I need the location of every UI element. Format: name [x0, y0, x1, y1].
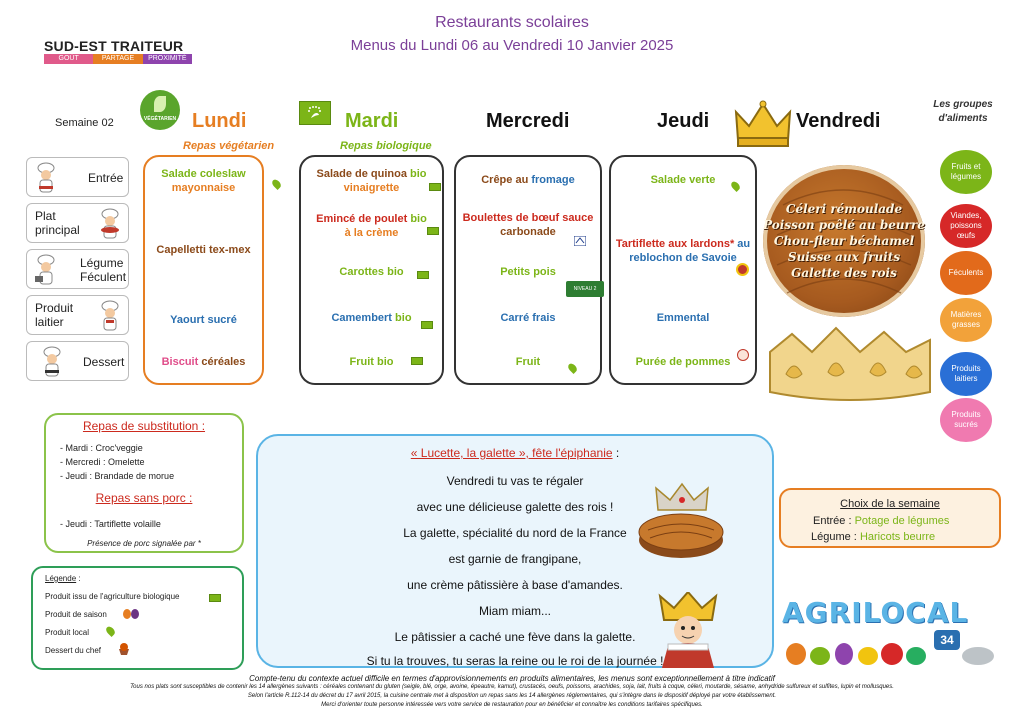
substitution-item-3: - Jeudi : Brandade de morue	[60, 471, 175, 481]
menu-column-lundi	[143, 155, 264, 385]
mardi-dessert-text: Fruit	[349, 356, 374, 368]
mardi-plat-1	[301, 212, 442, 226]
story-line-5: une crème pâtissière à base d'amandes.	[407, 578, 623, 592]
story-line-4: est garnie de frangipane,	[448, 552, 582, 566]
course-legume	[26, 249, 129, 289]
course-legume-label-2: Féculent	[80, 270, 127, 284]
mardi-laitier-text: Camembert	[331, 312, 392, 324]
course-laitier-label-2: laitier	[35, 315, 64, 329]
vendredi-line-2: Poisson poêlé au beurre	[763, 218, 925, 232]
mardi-plat-bio: bio	[410, 213, 427, 225]
jeudi-plat-1b: au	[737, 238, 751, 250]
course-laitier	[26, 295, 129, 335]
course-laitier-label-1: Produit	[35, 301, 74, 315]
mercredi-entree-2: fromage	[531, 174, 575, 186]
legend-saison: Produit de saison	[45, 610, 107, 619]
mardi-subtitle: Repas biologique	[340, 140, 432, 152]
no-pork-title: Repas sans porc :	[95, 491, 193, 505]
mercredi-plat-1: Boulettes de bœuf sauce	[462, 212, 594, 224]
mercredi-legume: Petits pois	[500, 266, 556, 278]
story-title-colon: :	[612, 446, 620, 460]
organic-product-icon	[411, 357, 423, 365]
mardi-entree-1-text: Salade de quinoa	[316, 168, 407, 180]
course-plat-label-2: principal	[35, 223, 80, 237]
quality-label-icon	[574, 233, 586, 243]
menu-column-mardi	[299, 155, 444, 385]
story-line-8: Si tu la trouves, tu seras la reine ou le roi de la journée !	[366, 654, 664, 668]
story-line-6: Miam miam...	[479, 604, 551, 618]
chef-icon	[33, 254, 59, 286]
mercredi-entree	[456, 173, 600, 187]
group-matieres-grasses: Matières grasses	[940, 298, 992, 342]
story-line-1: Vendredi tu vas te régaler	[446, 474, 584, 488]
footer-line-1: Compte-tenu du contexte actuel difficile en termes d'approvisionnements en produits alimentaires, les menus sont exceptionnellement à titre indicatif	[249, 674, 775, 683]
jeudi-laitier: Emmental	[656, 312, 710, 324]
vegetarian-badge-label: VÉGÉTARIEN	[143, 116, 177, 122]
local-product-icon	[104, 625, 116, 637]
group-feculents: Féculents	[940, 251, 992, 295]
page-title: Restaurants scolaires	[435, 14, 589, 31]
vendredi-line-5: Galette des rois	[791, 266, 897, 280]
day-header-mardi: Mardi	[345, 110, 399, 132]
lundi-plat: Capelletti tex-mex	[156, 244, 251, 256]
organic-logo-icon	[299, 101, 331, 125]
vendredi-line-1: Céleri rémoulade	[785, 202, 903, 216]
logo-tag-1: GOÛT	[44, 54, 93, 64]
mercredi-plat-2: carbonade	[500, 226, 556, 238]
galette-cake-image	[636, 482, 726, 567]
king-character-image	[654, 592, 724, 673]
jeudi-plat-1-text: Tartiflette aux lardons	[615, 238, 730, 250]
mardi-legume-bio: bio	[387, 266, 404, 278]
chef-icon	[33, 162, 59, 194]
choice-legume-value: Haricots beurre	[859, 531, 936, 543]
chef-icon	[97, 208, 123, 240]
day-header-vendredi: Vendredi	[796, 110, 881, 132]
legend-title-colon: :	[76, 574, 81, 583]
chef-icon	[97, 300, 123, 332]
choice-entree-label: Entrée :	[813, 515, 852, 527]
agrilocal-logo	[782, 596, 1008, 666]
footer-line-2: Tous nos plats sont susceptibles de contenir les 14 allergènes suivants : céréales contenant du gluten (seigle, blé, orge, avoine, épeautre, kamut), crustacés, oeufs, poissons, arachides, soja, lait, fruits à coque, céleri, moutarde, sésame, anhydride sulfureux et sulfites, lupin et mollusques.	[130, 684, 894, 690]
jeudi-entree: Salade verte	[650, 174, 716, 186]
legend-title	[45, 574, 81, 583]
season-product-icon	[121, 606, 141, 622]
lundi-subtitle: Repas végétarien	[183, 140, 275, 152]
lundi-laitier: Yaourt sucré	[170, 314, 237, 326]
mardi-plat-1-text: Emincé de poulet	[316, 213, 408, 225]
substitution-item-1: - Mardi : Croc'veggie	[60, 443, 143, 453]
choice-legume-label: Légume :	[811, 531, 857, 543]
story-line-3: La galette, spécialité du nord de la France	[403, 526, 627, 540]
lundi-dessert-2: céréales	[201, 356, 246, 368]
chef-icon	[39, 346, 65, 378]
mardi-entree-bio: bio	[410, 168, 427, 180]
agrilocal-text: AGRILOCAL	[782, 596, 969, 629]
group-produits-sucres: Produits sucrés	[940, 398, 992, 442]
mercredi-entree-1: Crêpe au	[481, 174, 529, 186]
jeudi-dessert: Purée de pommes	[635, 356, 731, 368]
food-groups-title: Les groupes d'aliments	[933, 99, 993, 124]
story-line-2: avec une délicieuse galette des rois !	[416, 500, 614, 514]
story-title	[258, 446, 772, 460]
mardi-dessert-bio: bio	[377, 356, 394, 368]
season-label-icon	[737, 349, 749, 361]
day-header-jeudi: Jeudi	[657, 110, 710, 132]
organic-product-icon	[417, 271, 429, 279]
vendredi-line-4: Suisse aux fruits	[787, 250, 901, 264]
course-legume-label-1: Légume	[80, 256, 124, 270]
choice-entree-value: Potage de légumes	[854, 515, 950, 527]
course-entree	[26, 157, 129, 197]
choice-title: Choix de la semaine	[840, 498, 940, 510]
vendredi-line-3: Chou-fleur béchamel	[773, 234, 915, 248]
mardi-legume-text: Carottes	[339, 266, 385, 278]
organic-product-icon	[209, 594, 221, 602]
substitution-box	[44, 413, 244, 553]
lundi-dessert	[145, 355, 262, 369]
story-line-7: Le pâtissier a caché une fève dans la galette.	[394, 630, 636, 644]
story-title-text: « Lucette, la galette », fête l'épiphanie	[410, 446, 613, 460]
lundi-entree-1: Salade coleslaw	[161, 168, 246, 180]
mercredi-laitier: Carré frais	[500, 312, 556, 324]
local-product-icon	[270, 178, 282, 190]
menu-column-jeudi	[609, 155, 757, 385]
menu-column-mercredi	[454, 155, 602, 385]
mardi-entree-1	[301, 167, 442, 181]
company-logo: SUD-EST TRAITEUR	[44, 38, 184, 54]
organic-product-icon	[427, 227, 439, 235]
legend-title-text: Légende	[45, 574, 77, 583]
vegetarian-badge-icon	[140, 90, 180, 130]
course-entree-label: Entrée	[88, 171, 124, 185]
jeudi-pork-star: *	[729, 238, 735, 250]
choice-legume	[811, 531, 935, 543]
crown-icon	[732, 100, 794, 155]
substitution-title: Repas de substitution :	[82, 419, 206, 433]
paper-crown-icon	[766, 322, 934, 411]
mardi-plat-2: à la crème	[344, 227, 399, 239]
substitution-item-2: - Mercredi : Omelette	[60, 457, 145, 467]
course-dessert-label: Dessert	[83, 355, 125, 369]
mercredi-dessert: Fruit	[515, 356, 541, 368]
footer-line-3: Selon l'article R.112-14 du décret du 17 avril 2015, la cuisine centrale met à disposition un repas sans les 14 allergènes réglementaires, qui s'intègre dans le dispositif déployé par votre établissement.	[247, 693, 777, 699]
aop-label-icon	[736, 263, 749, 276]
group-fruits-legumes: Fruits et légumes	[940, 150, 992, 194]
choice-entree	[813, 515, 949, 527]
jeudi-plat-2: reblochon de Savoie	[629, 252, 737, 264]
week-label: Semaine 02	[55, 117, 114, 129]
galette-image	[763, 165, 925, 317]
legend-box	[31, 566, 244, 670]
pork-note: Présence de porc signalée par *	[87, 539, 201, 548]
agrilocal-number: 34	[934, 630, 960, 650]
mardi-laitier-bio: bio	[395, 312, 412, 324]
group-viandes: Viandes, poissons œufs	[940, 204, 992, 248]
legend-local: Produit local	[45, 628, 90, 637]
lundi-dessert-1: Biscuit	[161, 356, 199, 368]
legend-chef: Dessert du chef	[45, 646, 102, 655]
organic-product-icon	[421, 321, 433, 329]
weekly-choice-box	[779, 488, 1001, 548]
organic-product-icon	[429, 183, 441, 191]
group-produits-laitiers: Produits laitiers	[940, 352, 992, 396]
page-subtitle: Menus du Lundi 06 au Vendredi 10 Janvier 2025	[350, 37, 674, 54]
no-pork-item: - Jeudi : Tartiflette volaille	[60, 519, 161, 529]
niveau-badge: NIVEAU 2	[566, 281, 604, 297]
course-dessert	[26, 341, 129, 381]
lundi-entree-2: mayonnaise	[171, 182, 236, 194]
chef-dessert-icon	[117, 642, 131, 658]
jeudi-plat-1	[611, 237, 755, 251]
footer-line-4: Merci d'orienter toute personne intéressée vers votre service de restauration pour en bénéficier et connaître les conditions tarifaires spécifiques.	[321, 702, 703, 708]
logo-tag-2: PARTAGE	[93, 54, 142, 64]
legend-bio: Produit issu de l'agriculture biologique	[45, 592, 180, 601]
day-header-mercredi: Mercredi	[486, 110, 570, 132]
course-plat-label-1: Plat	[35, 209, 56, 223]
day-header-lundi: Lundi	[192, 110, 247, 132]
mardi-entree-2: vinaigrette	[343, 182, 400, 194]
logo-tagline	[44, 54, 192, 64]
course-plat	[26, 203, 129, 243]
logo-tag-3: PROXIMITÉ	[143, 54, 192, 64]
